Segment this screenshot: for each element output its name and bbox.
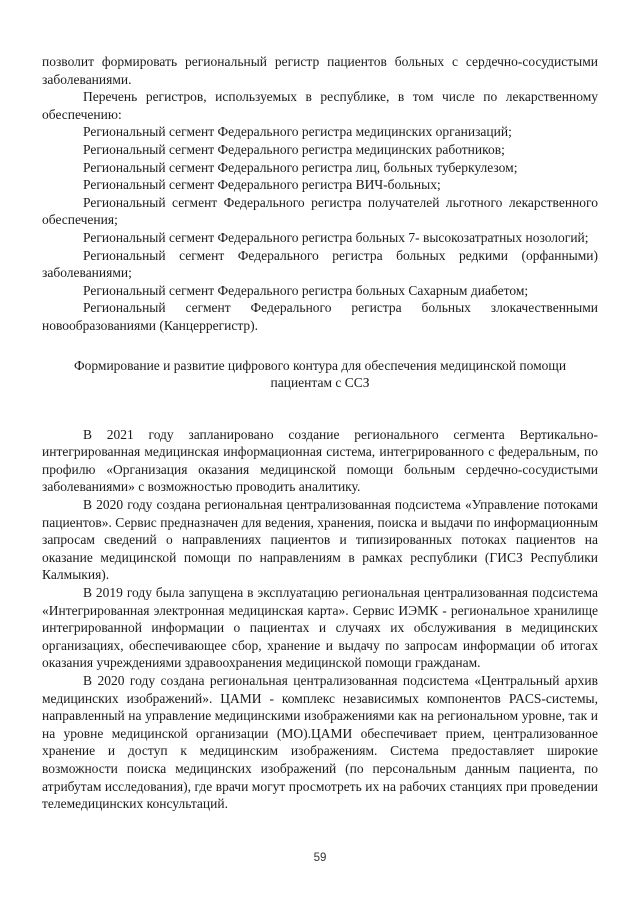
body-paragraph: В 2021 году запланировано создание регионального сегмента Вертикально-интегрированная медицинская информационная система, интегрированного с федеральным, по профилю «Организация оказания медицинской помощи больным сердечно-сосудистыми заболеваниями» с возможностью проводить аналитику. <box>42 426 598 495</box>
register-item: Региональный сегмент Федерального регистра медицинских организаций; <box>83 124 512 140</box>
section-heading: Формирование и развитие цифрового контура для обеспечения медицинской помощи пациентам с ССЗ <box>73 357 567 391</box>
page-number: 59 <box>313 852 327 864</box>
register-item: Региональный сегмент Федерального регистра больных Сахарным диабетом; <box>83 282 529 298</box>
register-item: Региональный сегмент Федерального регистра больных злокачественными новообразованиями (Канцеррегистр). <box>42 300 598 333</box>
register-item: Региональный сегмент Федерального регистра лиц, больных туберкулезом; <box>83 159 518 175</box>
register-item: Региональный сегмент Федерального регистра больных редкими (орфанными) заболеваниями; <box>42 247 598 281</box>
register-item: Региональный сегмент Федерального регистра медицинских работников; <box>83 141 505 157</box>
intro-tail-paragraph: позволит формировать региональный регистр пациентов больных с сердечно-сосудистыми заболеваниями. <box>42 54 598 87</box>
registers-lead-paragraph: Перечень регистров, используемых в республике, в том числе по лекарственному обеспечению: <box>42 89 598 122</box>
page-content <box>42 53 598 813</box>
body-paragraph: В 2020 году создана региональная централизованная подсистема «Управление потоками пациентов». Сервис предназначен для ведения, хранения, поиска и выдачи по информационным запросам сведений о направлениях пациентов и типизированных потоках пациентов на оказание медицинской помощи по направлениям в рамках республики (ГИСЗ Республики Калмыкия). <box>42 497 598 583</box>
body-paragraph: В 2020 году создана региональная централизованная подсистема «Центральный архив медицинских изображений». ЦАМИ - комплекс независимых компонентов PACS-системы, направленный на управление медицинскими изображениями как на региональном уровне, так и на уровне медицинской организации (МО).ЦАМИ обеспечивает прием, централизованное хранение и доступ к медицинским изображениям. Система предоставляет широкие возможности поиска медицинских изображений (по персональным данным пациента, по атрибутам исследования), где врачи могут просмотреть их на рабочих станциях при проведении телемедицинских консультаций. <box>42 673 598 812</box>
register-item: Региональный сегмент Федерального регистра получателей льготного лекарственного обеспечения; <box>42 194 598 228</box>
body-paragraph: В 2019 году была запущена в эксплуатацию региональная централизованная подсистема «Интегрированная электронная медицинская карта». Сервис ИЭМК - региональное хранилище интегрированной информации о пациентах и случаях их обслуживания в медицинских организациях, обеспечивающее сбор, хранение и выдачу по запросам информации об итогах оказания учреждениями здравоохранения медицинской помощи гражданам. <box>42 585 598 671</box>
register-item: Региональный сегмент Федерального регистра ВИЧ-больных; <box>83 177 441 193</box>
register-item: Региональный сегмент Федерального регистра больных 7- высокозатратных нозологий; <box>83 229 589 245</box>
